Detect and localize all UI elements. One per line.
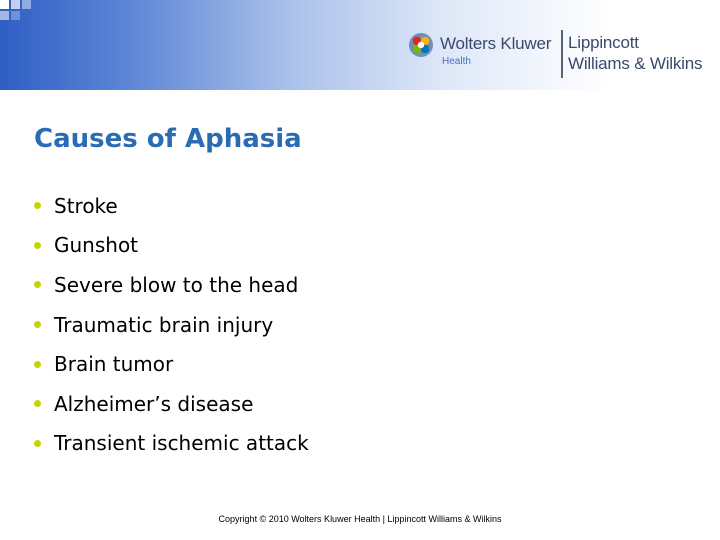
bullet-item xyxy=(34,305,309,345)
bullet-dot-icon xyxy=(34,440,41,447)
bullet-dot-icon xyxy=(34,281,41,288)
bullet-text: Traumatic brain injury xyxy=(54,312,274,337)
bullet-text: Gunshot xyxy=(54,233,139,258)
logo-imprint-line1: Lippincott xyxy=(568,33,639,52)
bullet-dot-icon xyxy=(34,242,41,249)
bullet-text: Brain tumor xyxy=(54,352,174,377)
corner-decoration xyxy=(0,0,40,22)
bullet-text: Stroke xyxy=(54,193,118,218)
logo-company-name: Wolters Kluwer xyxy=(440,34,552,53)
bullet-item xyxy=(34,186,309,226)
bullet-dot-icon xyxy=(34,400,41,407)
logo-division: Health xyxy=(442,56,471,67)
logo-divider xyxy=(561,30,563,78)
bullet-text: Transient ischemic attack xyxy=(54,431,309,456)
bullet-dot-icon xyxy=(34,321,41,328)
bullet-dot-icon xyxy=(34,361,41,368)
copyright-text: Copyright © 2010 Wolters Kluwer Health | Lippincott Williams & Wilkins xyxy=(218,514,502,524)
bullet-item xyxy=(34,384,309,424)
publisher-logo xyxy=(408,28,714,80)
bullet-text: Alzheimer’s disease xyxy=(54,391,254,416)
bullet-item xyxy=(34,344,309,384)
slide-title: Causes of Aphasia xyxy=(34,124,302,154)
wolters-kluwer-globe-icon xyxy=(408,32,434,58)
bullet-item xyxy=(34,265,309,305)
bullet-text: Severe blow to the head xyxy=(54,272,299,297)
bullet-list xyxy=(34,186,309,463)
logo-imprint xyxy=(568,32,702,74)
bullet-dot-icon xyxy=(34,202,41,209)
bullet-item xyxy=(34,424,309,464)
copyright-footer xyxy=(0,514,720,524)
bullet-item xyxy=(34,226,309,266)
logo-imprint-line2: Williams & Wilkins xyxy=(568,54,703,73)
